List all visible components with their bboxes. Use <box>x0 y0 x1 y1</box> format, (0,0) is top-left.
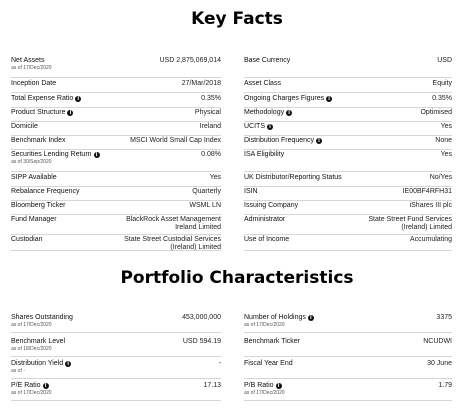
fact-row-ucits <box>244 123 452 136</box>
fact-label: Number of Holdings <box>244 314 306 321</box>
fact-value: 30 June <box>427 360 452 367</box>
fact-row-benchmark-ticker <box>244 338 452 357</box>
info-icon[interactable]: i <box>308 315 314 321</box>
fact-row-uk-distributor-reporting-status <box>244 174 452 187</box>
portfolio-characteristics-title: Portfolio Characteristics <box>120 268 354 288</box>
fact-row-total-expense-ratio <box>11 95 221 108</box>
fact-row-use-of-income <box>244 236 452 251</box>
fact-label: P/B Ratio <box>244 382 274 389</box>
fact-value: 0.35% <box>201 95 221 102</box>
fact-row-administrator <box>244 216 452 235</box>
info-icon[interactable]: i <box>75 96 81 102</box>
info-icon[interactable]: i <box>276 383 282 389</box>
fact-label-group <box>244 360 293 368</box>
fact-label: Total Expense Ratio <box>11 95 74 102</box>
fact-row-fiscal-year-end <box>244 360 452 379</box>
fact-row-fund-manager <box>11 216 221 235</box>
fact-value: Accumulating <box>409 236 452 243</box>
fact-label: Issuing Company <box>244 202 299 209</box>
fact-row-product-structure <box>11 109 221 122</box>
fact-label: Inception Date <box>11 80 57 87</box>
fact-as-of-date: as of - <box>11 368 25 374</box>
fact-value: USD 2,875,069,014 <box>159 57 221 64</box>
fact-label-group <box>11 314 73 328</box>
fact-label-group <box>244 57 290 65</box>
fact-row-securities-lending-return <box>11 151 221 172</box>
fact-as-of-date: as of 17/Dec/2020 <box>11 65 52 71</box>
fact-label-group <box>11 174 57 182</box>
fact-value: Yes <box>440 123 452 130</box>
fact-label: Custodian <box>11 236 43 243</box>
fact-label: Net Assets <box>11 57 45 64</box>
fact-value: USD <box>437 57 452 64</box>
fact-label-group <box>244 174 342 182</box>
fact-label-group <box>11 338 65 352</box>
fact-label: Fund Manager <box>11 216 57 223</box>
fact-label: Ongoing Charges Figures <box>244 95 325 102</box>
fact-label: Domicile <box>11 123 38 130</box>
fact-label: Base Currency <box>244 57 291 64</box>
fact-value: 17.13 <box>203 382 221 389</box>
fact-label-group <box>11 95 81 103</box>
info-icon[interactable]: i <box>326 96 332 102</box>
fact-value: Yes <box>440 151 452 158</box>
fact-value: Equity <box>432 80 452 87</box>
fact-label-group <box>11 360 71 374</box>
fact-value: 0.35% <box>432 95 452 102</box>
fact-row-net-assets <box>11 57 221 78</box>
fact-label-group <box>244 137 322 145</box>
fact-value: Quarterly <box>192 188 221 195</box>
fact-label: Securities Lending Return <box>11 151 92 158</box>
fact-as-of-date: as of 17/Dec/2020 <box>11 322 52 328</box>
info-icon[interactable]: i <box>267 124 273 130</box>
fact-value: 27/Mar/2018 <box>181 80 221 87</box>
fact-row-domicile <box>11 123 221 136</box>
fact-label-group <box>244 338 300 346</box>
fact-value: - <box>218 360 221 367</box>
fact-row-rebalance-frequency <box>11 188 221 201</box>
fact-label: Administrator <box>244 216 286 223</box>
fact-value: WSML LN <box>189 202 221 209</box>
fact-as-of-date: as of 30/Sep/2020 <box>11 159 52 165</box>
fact-value: State Street Fund Services (Ireland) Limited <box>368 216 452 231</box>
fact-value: USD 594.19 <box>182 338 221 345</box>
fact-row-base-currency <box>244 57 452 78</box>
fact-label: Methodology <box>244 109 285 116</box>
fact-row-issuing-company <box>244 202 452 215</box>
fact-label: Benchmark Ticker <box>244 338 301 345</box>
info-icon[interactable]: i <box>67 110 73 116</box>
fact-row-ongoing-charges-figures <box>244 95 452 108</box>
fact-row-distribution-yield <box>11 360 221 379</box>
fact-label-group <box>11 123 38 131</box>
fact-label-group <box>11 202 65 210</box>
fact-value: BlackRock Asset Management Ireland Limited <box>126 216 221 231</box>
fact-row-benchmark-level <box>11 338 221 357</box>
fact-row-sipp-available <box>11 174 221 187</box>
fact-label: Benchmark Index <box>11 137 66 144</box>
fact-label: UK Distributor/Reporting Status <box>244 174 342 181</box>
fact-row-shares-outstanding <box>11 314 221 333</box>
fact-label: ISA Eligibility <box>244 151 285 158</box>
fact-value: 0.08% <box>201 151 221 158</box>
fact-label: Shares Outstanding <box>11 314 73 321</box>
fact-label: SIPP Available <box>11 174 57 181</box>
fact-row-isa-eligibility <box>244 151 452 172</box>
fact-value: None <box>435 137 452 144</box>
fact-label: Rebalance Frequency <box>11 188 80 195</box>
fact-value: 453,000,000 <box>182 314 221 321</box>
fact-label-group <box>244 216 285 224</box>
fact-label-group <box>244 314 314 328</box>
fact-label-group <box>11 382 52 396</box>
fact-label: Distribution Yield <box>11 360 64 367</box>
fact-row-bloomberg-ticker <box>11 202 221 215</box>
fact-value: 1.79 <box>438 382 452 389</box>
fact-label: Product Structure <box>11 109 66 116</box>
fact-label-group <box>11 151 100 165</box>
fact-label-group <box>244 123 273 131</box>
fact-label-group <box>11 109 73 117</box>
info-icon[interactable]: i <box>286 110 292 116</box>
fact-label: ISIN <box>244 188 258 195</box>
fact-as-of-date: as of 17/Dec/2020 <box>244 322 285 328</box>
fact-value: Optimised <box>420 109 452 116</box>
fact-value: NCUDWI <box>423 338 452 345</box>
fact-value: MSCI World Small Cap Index <box>130 137 221 144</box>
fact-value: No/Yes <box>429 174 452 181</box>
fact-label-group <box>11 216 57 224</box>
fact-value: Physical <box>194 109 221 116</box>
fact-label-group <box>244 188 258 196</box>
fact-row-number-of-holdings <box>244 314 452 333</box>
fact-label: Benchmark Level <box>11 338 66 345</box>
fact-label-group <box>244 80 281 88</box>
fact-row-methodology <box>244 109 452 122</box>
fact-label-group <box>11 188 80 196</box>
fact-label: Distribution Frequency <box>244 137 315 144</box>
info-icon[interactable]: i <box>65 361 71 367</box>
fact-as-of-date: as of 17/Dec/2020 <box>11 390 52 396</box>
fact-value: iShares III plc <box>409 202 452 209</box>
fact-label-group <box>244 202 298 210</box>
fact-row-asset-class <box>244 80 452 93</box>
info-icon[interactable]: i <box>316 138 322 144</box>
fact-row-distribution-frequency <box>244 137 452 150</box>
fact-label-group <box>11 137 65 145</box>
fact-label: Asset Class <box>244 80 281 87</box>
info-icon[interactable]: i <box>94 152 100 158</box>
fact-label-group <box>244 151 284 159</box>
fact-row-p-e-ratio <box>11 382 221 401</box>
fact-label: Fiscal Year End <box>244 360 293 367</box>
fact-label: Bloomberg Ticker <box>11 202 66 209</box>
info-icon[interactable]: i <box>43 383 49 389</box>
fact-label-group <box>11 57 52 71</box>
fact-label-group <box>244 382 285 396</box>
fact-label-group <box>244 236 289 244</box>
fact-row-benchmark-index <box>11 137 221 150</box>
fact-label-group <box>244 109 292 117</box>
fact-label-group <box>11 236 43 244</box>
fact-label: Use of Income <box>244 236 290 243</box>
fact-row-p-b-ratio <box>244 382 452 401</box>
fact-row-custodian <box>11 236 221 251</box>
fact-value: 3375 <box>436 314 452 321</box>
key-facts-title: Key Facts <box>191 9 283 29</box>
fact-as-of-date: as of 17/Dec/2020 <box>244 390 285 396</box>
fact-value: Yes <box>209 174 221 181</box>
fact-as-of-date: as of 18/Dec/2020 <box>11 346 52 352</box>
fact-value: IE00BF4RFH31 <box>402 188 452 195</box>
fact-row-isin <box>244 188 452 201</box>
fact-label: P/E Ratio <box>11 382 41 389</box>
fact-row-inception-date <box>11 80 221 93</box>
fact-label-group <box>244 95 332 103</box>
fact-value: State Street Custodial Services (Ireland) Limited <box>124 236 221 251</box>
fact-label-group <box>11 80 56 88</box>
fact-value: Ireland <box>199 123 221 130</box>
fact-label: UCITS <box>244 123 265 130</box>
